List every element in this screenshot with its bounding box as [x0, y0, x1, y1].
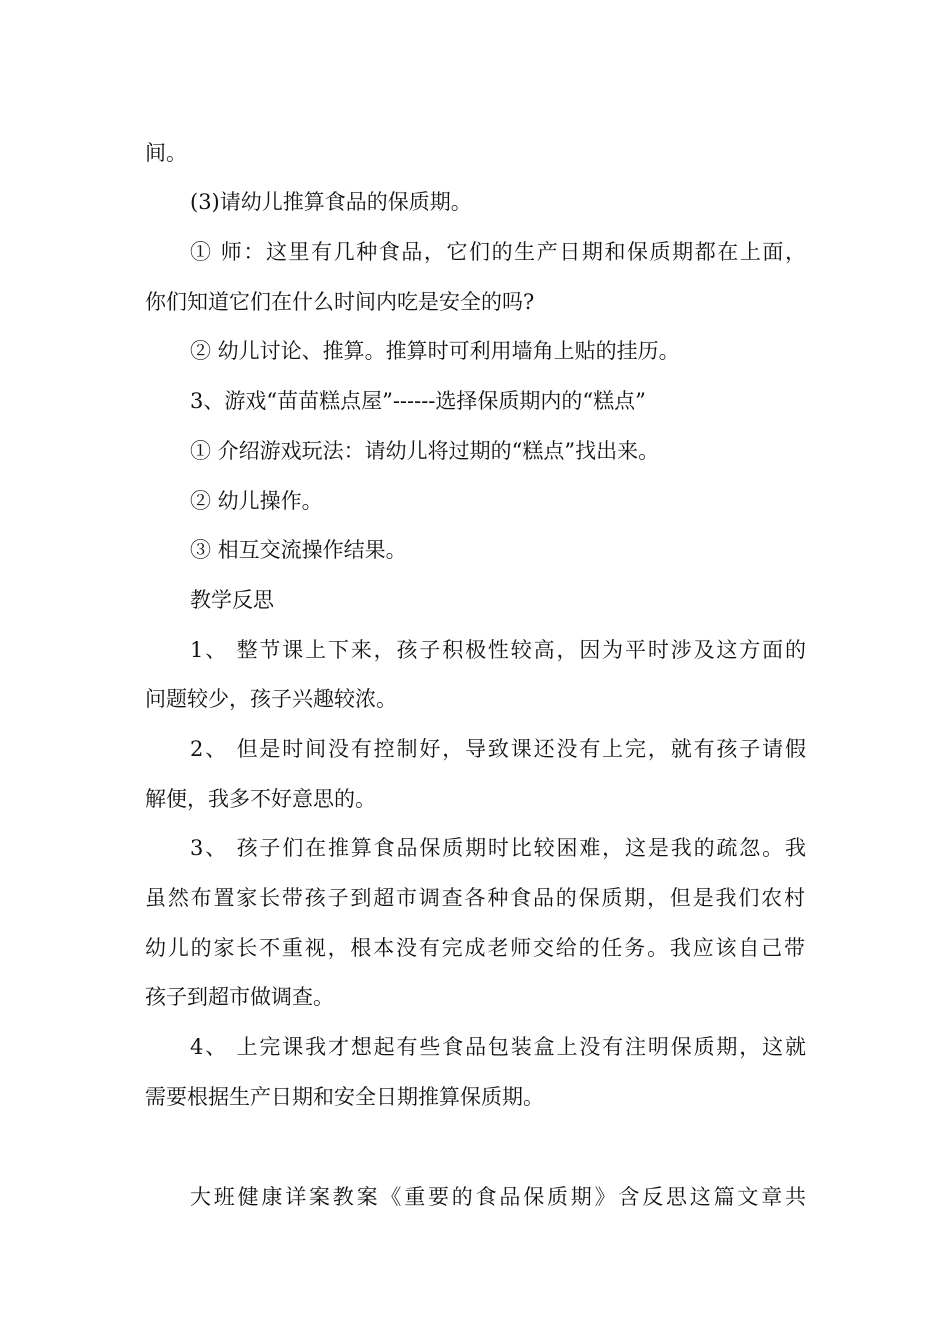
paragraph-line: 你们知道它们在什么时间内吃是安全的吗?	[145, 290, 535, 314]
paragraph-line: (3)请幼儿推算食品的保质期。	[190, 190, 472, 214]
paragraph-line: 3、 孩子们在推算食品保质期时比较困难，这是我的疏忽。我	[190, 836, 806, 860]
paragraph-line: 幼儿的家长不重视，根本没有完成老师交给的任务。我应该自己带	[145, 936, 805, 960]
paragraph-line: ③ 相互交流操作结果。	[190, 538, 407, 562]
paragraph-line: 4、 上完课我才想起有些食品包装盒上没有注明保质期，这就	[190, 1035, 806, 1059]
paragraph-line: 解便，我多不好意思的。	[145, 787, 376, 811]
section-heading: 教学反思	[190, 588, 274, 612]
paragraph-line: 2、 但是时间没有控制好，导致课还没有上完，就有孩子请假	[190, 737, 806, 761]
paragraph-line: 1、 整节课上下来，孩子积极性较高，因为平时涉及这方面的	[190, 638, 806, 662]
paragraph-line: 需要根据生产日期和安全日期推算保质期。	[145, 1085, 544, 1109]
paragraph-line: ② 幼儿讨论、推算。推算时可利用墙角上贴的挂历。	[190, 339, 680, 363]
paragraph-line: ② 幼儿操作。	[190, 489, 323, 513]
paragraph-line: 3、游戏“苗苗糕点屋”------选择保质期内的“糕点”	[190, 389, 646, 413]
paragraph-line: 问题较少，孩子兴趣较浓。	[145, 687, 397, 711]
footer-line: 大班健康详案教案《重要的食品保质期》含反思这篇文章共	[190, 1185, 806, 1209]
paragraph-line: 间。	[145, 141, 187, 165]
paragraph-line: ① 介绍游戏玩法：请幼儿将过期的“糕点”找出来。	[190, 439, 660, 463]
paragraph-line: 孩子到超市做调查。	[145, 985, 334, 1009]
paragraph-line: 虽然布置家长带孩子到超市调查各种食品的保质期，但是我们农村	[145, 886, 805, 910]
paragraph-line: ① 师：这里有几种食品，它们的生产日期和保质期都在上面，	[190, 240, 806, 264]
